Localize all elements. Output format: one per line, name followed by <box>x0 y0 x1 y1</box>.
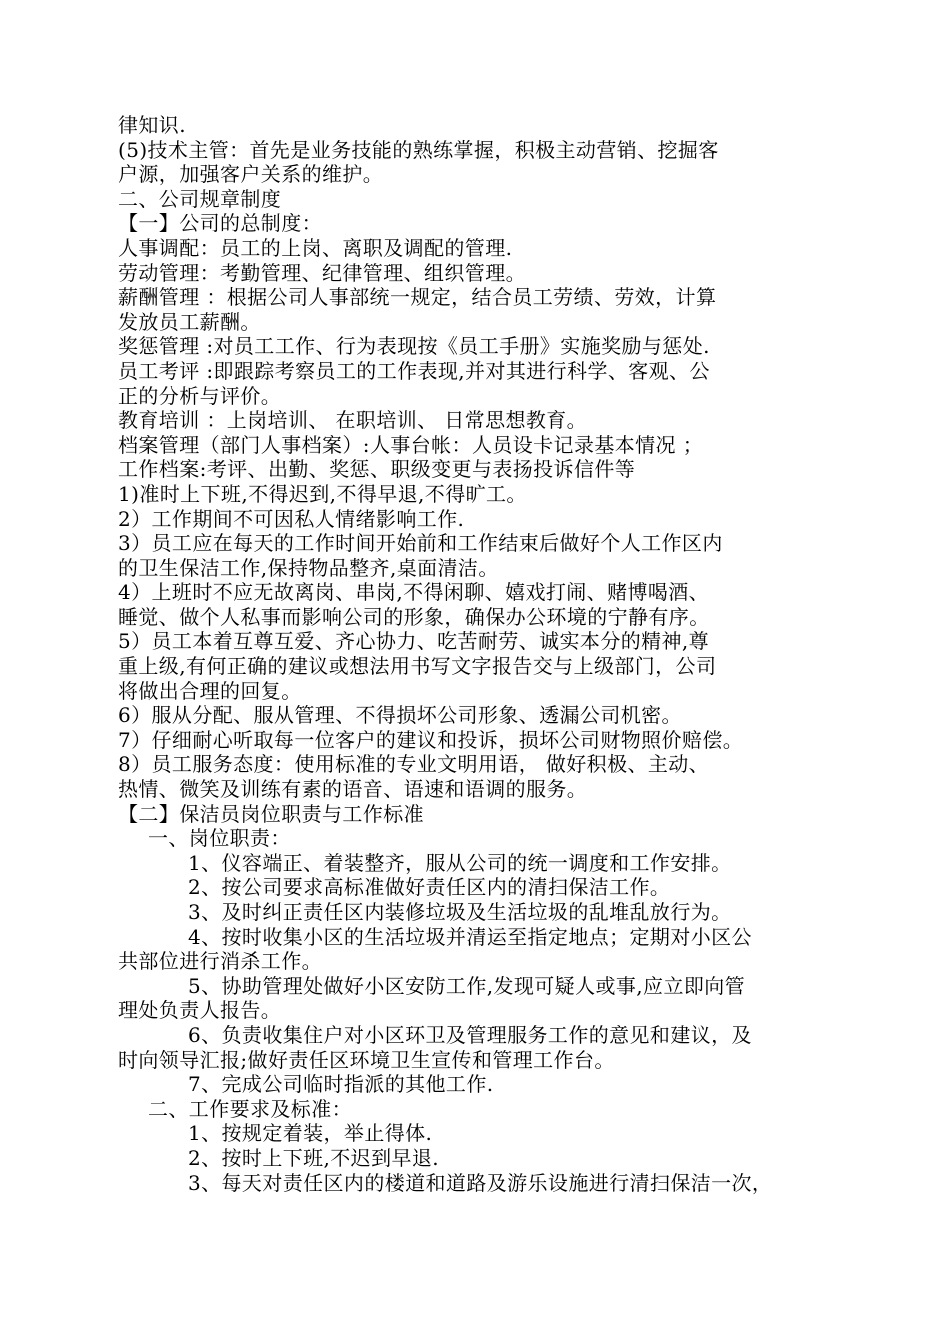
text-line: 1)准时上下班,不得迟到,不得早退,不得旷工。 <box>118 481 527 506</box>
text-line: (5)技术主管：首先是业务技能的熟练掌握，积极主动营销、挖掘客 <box>118 137 719 162</box>
text-line: 档案管理（部门人事档案）:人事台帐：人员设卡记录基本情况 ； <box>118 432 704 457</box>
document-page <box>118 113 818 1195</box>
text-line: 8）员工服务态度：使用标准的专业文明用语， 做好积极、主动、 <box>118 752 710 777</box>
text-line: 5）员工本着互尊互爱、齐心协力、吃苦耐劳、诚实本分的精神,尊 <box>118 629 710 654</box>
text-line: 4）上班时不应无故离岗、串岗,不得闲聊、嬉戏打闹、赌博喝酒、 <box>118 580 710 605</box>
text-line: 一、岗位职责： <box>148 826 291 851</box>
text-line: 发放员工薪酬。 <box>118 309 261 334</box>
text-line: 5、协助管理处做好小区安防工作,发现可疑人或事,应立即向管 <box>188 973 746 998</box>
text-line: 重上级,有何正确的建议或想法用书写文字报告交与上级部门，公司 <box>118 654 717 679</box>
text-line: 4、按时收集小区的生活垃圾并清运至指定地点；定期对小区公 <box>188 924 752 949</box>
text-line: 的卫生保洁工作,保持物品整齐,桌面清洁。 <box>118 555 499 580</box>
text-line: 1、按规定着装，举止得体. <box>188 1121 433 1146</box>
text-line: 时向领导汇报;做好责任区环境卫生宣传和管理工作台。 <box>118 1047 615 1072</box>
text-line: 3、及时纠正责任区内装修垃圾及生活垃圾的乱堆乱放行为。 <box>188 900 732 924</box>
text-line: 【二】保洁员岗位职责与工作标准 <box>118 801 424 826</box>
text-line: 2、按时上下班,不迟到早退. <box>188 1145 440 1170</box>
text-line: 教育培训 ：上岗培训、 在职培训、 日常思想教育。 <box>118 408 588 433</box>
text-line: 劳动管理：考勤管理、纪律管理、组织管理。 <box>118 260 526 285</box>
text-line: 3、每天对责任区内的楼道和道路及游乐设施进行清扫保洁一次， <box>188 1170 773 1195</box>
text-line: 7）仔细耐心听取每一位客户的建议和投诉，损坏公司财物照价赔偿。 <box>118 727 744 752</box>
text-line: 睡觉、做个人私事而影响公司的形象，确保办公环境的宁静有序。 <box>118 604 710 629</box>
text-line: 2、按公司要求高标准做好责任区内的清扫保洁工作。 <box>188 875 671 900</box>
text-line: 正的分析与评价。 <box>118 383 282 408</box>
text-line: 工作档案:考评、出勤、奖惩、职级变更与表扬投诉信件等 <box>118 457 636 482</box>
text-line: 6、负责收集住户对小区环卫及管理服务工作的意见和建议，及 <box>188 1022 752 1047</box>
text-line: 6）服从分配、服从管理、不得损坏公司形象、透漏公司机密。 <box>118 703 682 728</box>
text-line: 薪酬管理 ：根据公司人事部统一规定，结合员工劳绩、劳效，计算 <box>118 285 717 310</box>
text-line: 1、仪容端正、着装整齐，服从公司的统一调度和工作安排。 <box>188 850 732 875</box>
text-line: 户源，加强客户关系的维护。 <box>118 162 384 187</box>
text-line: 2）工作期间不可因私人情绪影响工作. <box>118 506 465 531</box>
text-line: 二、公司规章制度 <box>118 186 282 211</box>
text-line: 【一】公司的总制度： <box>118 211 322 236</box>
text-line: 将做出合理的回复。 <box>118 678 302 703</box>
text-line: 共部位进行消杀工作。 <box>118 949 322 974</box>
text-line: 3）员工应在每天的工作时间开始前和工作结束后做好个人工作区内 <box>118 531 723 556</box>
text-line: 律知识. <box>118 113 186 137</box>
text-line: 人事调配：员工的上岗、离职及调配的管理. <box>118 235 513 260</box>
text-line: 奖惩管理 :对员工工作、行为表现按《员工手册》实施奖励与惩处. <box>118 334 710 359</box>
text-line: 理处负责人报告。 <box>118 998 282 1023</box>
text-line: 员工考评 :即跟踪考察员工的工作表现,并对其进行科学、客观、公 <box>118 358 710 383</box>
text-line: 热情、微笑及训练有素的语音、语速和语调的服务。 <box>118 777 588 802</box>
text-line: 二、工作要求及标准： <box>148 1096 352 1121</box>
text-line: 7、完成公司临时指派的其他工作. <box>188 1072 494 1097</box>
